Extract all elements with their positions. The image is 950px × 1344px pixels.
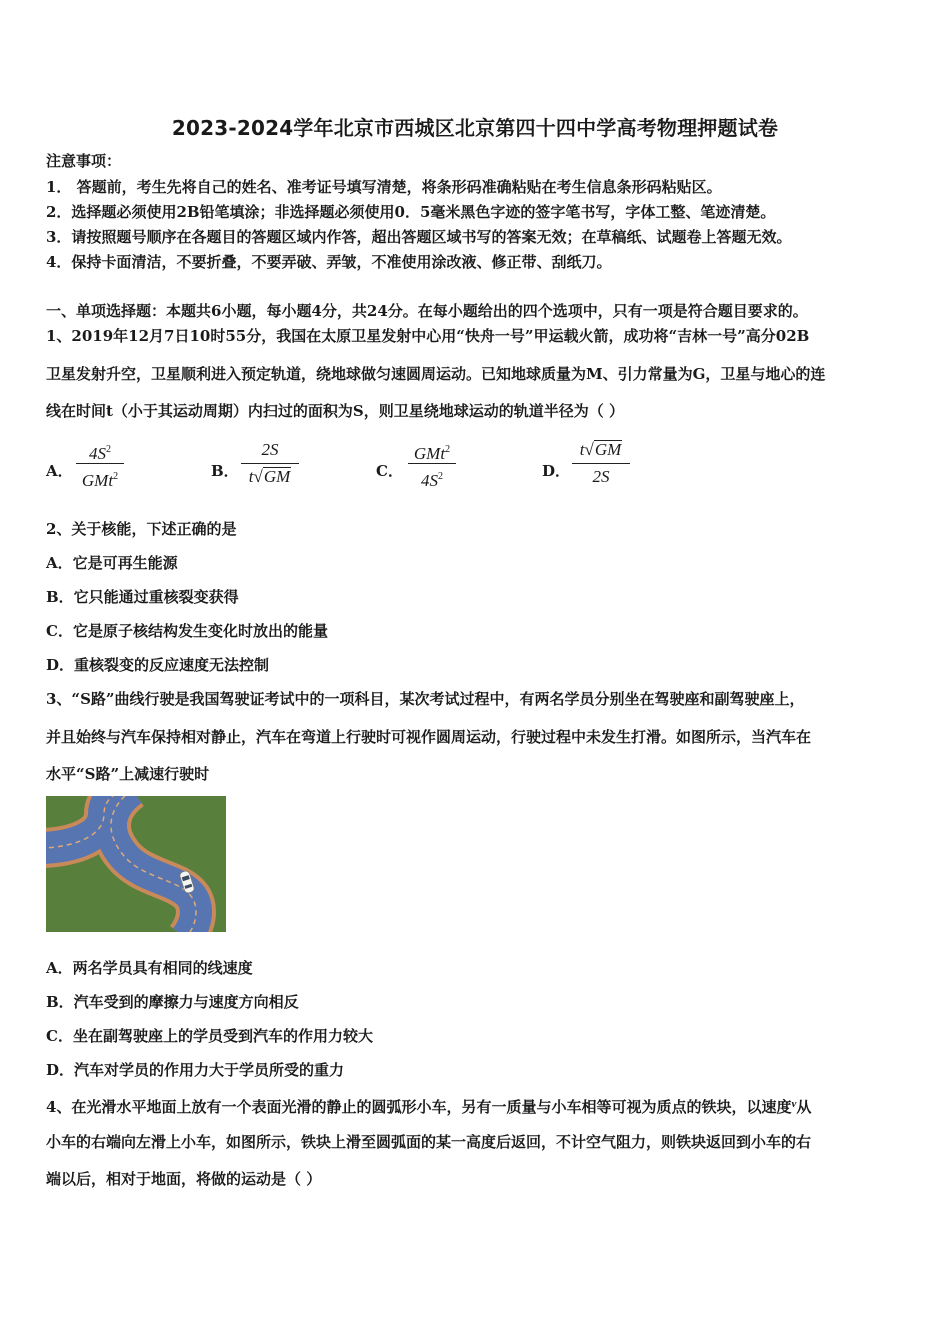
option-label: A． xyxy=(46,462,73,480)
denominator: GMt xyxy=(81,471,114,490)
page-title: 2023-2024学年北京市西城区北京第四十四中学高考物理押题试卷 xyxy=(171,116,779,140)
fraction xyxy=(76,438,124,489)
question-4-line: 小车的右端向左滑上小车，如图所示，铁块上滑至圆弧面的某一高度后返回，不计空气阻力，则铁块返回到小车的右 xyxy=(46,1133,812,1151)
section-heading: 一、单项选择题：本题共6小题，每小题4分，共24分。在每小题给出的四个选项中，只有一项是符合题目要求的。 xyxy=(46,302,808,320)
question-4-line xyxy=(46,1094,811,1117)
question-4-text: 从 xyxy=(796,1098,812,1116)
exponent: 2 xyxy=(438,471,443,482)
option-label: B． xyxy=(211,462,239,480)
fraction: 2S t√GM xyxy=(241,438,299,489)
notice-item: 4．保持卡面清洁，不要折叠，不要弄破、弄皱，不准使用涂改液、修正带、刮纸刀。 xyxy=(46,253,612,271)
question-4-line: 端以后，相对于地面，将做的运动是（ ） xyxy=(46,1170,322,1188)
question-3-option: B．汽车受到的摩擦力与速度方向相反 xyxy=(46,993,299,1011)
option-label: D． xyxy=(542,462,571,480)
numerator: 4S xyxy=(89,444,106,463)
radicand: GM xyxy=(594,440,622,459)
denominator-prefix: t xyxy=(248,467,254,486)
question-2-option: C．它是原子核结构发生变化时放出的能量 xyxy=(46,622,328,640)
radicand: GM xyxy=(263,467,291,486)
numerator-prefix: t xyxy=(579,440,585,459)
question-1-line: 1、2019年12月7日10时55分，我国在太原卫星发射中心用“快舟一号”甲运载火箭，成功将“吉林一号”高分02B xyxy=(46,327,810,345)
notice-item: 3．请按照题号顺序在各题目的答题区域内作答，超出答题区域书写的答案无效；在草稿纸、试题卷上答题无效。 xyxy=(46,228,792,246)
question-3-option: D．汽车对学员的作用力大于学员所受的重力 xyxy=(46,1061,345,1079)
question-3-line: 3、“S路”曲线行驶是我国驾驶证考试中的一项科目，某次考试过程中，有两名学员分别坐在驾驶座和副驾驶座上， xyxy=(46,690,805,708)
question-2-option: B．它只能通过重核裂变获得 xyxy=(46,588,239,606)
numerator: 2S xyxy=(261,440,279,459)
question-3-option: A．两名学员具有相同的线速度 xyxy=(46,959,253,977)
question-2-stem: 2、关于核能，下述正确的是 xyxy=(46,520,237,538)
question-2-option: D．重核裂变的反应速度无法控制 xyxy=(46,656,270,674)
question-1-line: 卫星发射升空，卫星顺利进入预定轨道，绕地球做匀速圆周运动。已知地球质量为M、引力常量为G，卫星与地心的连 xyxy=(46,365,826,383)
notice-item: 2．选择题必须使用2B铅笔填涂；非选择题必须使用0．5毫米黑色字迹的签字笔书写，字体工整、笔迹清楚。 xyxy=(46,203,776,221)
question-3-option: C．坐在副驾驶座上的学员受到汽车的作用力较大 xyxy=(46,1027,373,1045)
option-label: C． xyxy=(376,462,403,480)
velocity-symbol: v xyxy=(791,1098,797,1110)
question-3-line: 水平“S路”上减速行驶时 xyxy=(46,765,210,783)
notice-item: 1． 答题前，考生先将自己的姓名、准考证号填写清楚，将条形码准确粘贴在考生信息条形码粘贴区。 xyxy=(46,178,722,196)
fraction xyxy=(408,438,456,489)
question-4-text: 4、在光滑水平地面上放有一个表面光滑的静止的圆弧形小车，另有一质量与小车相等可视为质点的铁块，以速度 xyxy=(46,1098,792,1116)
s-road-figure xyxy=(46,796,226,932)
question-2-option: A．它是可再生能源 xyxy=(46,554,178,572)
notice-heading: 注意事项： xyxy=(46,152,122,170)
question-1-options xyxy=(46,438,906,490)
numerator: GMt xyxy=(413,444,446,463)
exponent: 2 xyxy=(445,444,451,455)
denominator: 4S xyxy=(421,471,438,490)
question-1-line: 线在时间t（小于其运动周期）内扫过的面积为S，则卫星绕地球运动的轨道半径为（ ） xyxy=(46,402,624,420)
exponent: 2 xyxy=(106,444,111,455)
question-3-line: 并且始终与汽车保持相对静止，汽车在弯道上行驶时可视作圆周运动，行驶过程中未发生打滑。如图所示，当汽车在 xyxy=(46,728,812,746)
denominator: 2S xyxy=(592,467,610,486)
exponent: 2 xyxy=(113,471,119,482)
fraction: t√GM 2S xyxy=(572,438,630,489)
